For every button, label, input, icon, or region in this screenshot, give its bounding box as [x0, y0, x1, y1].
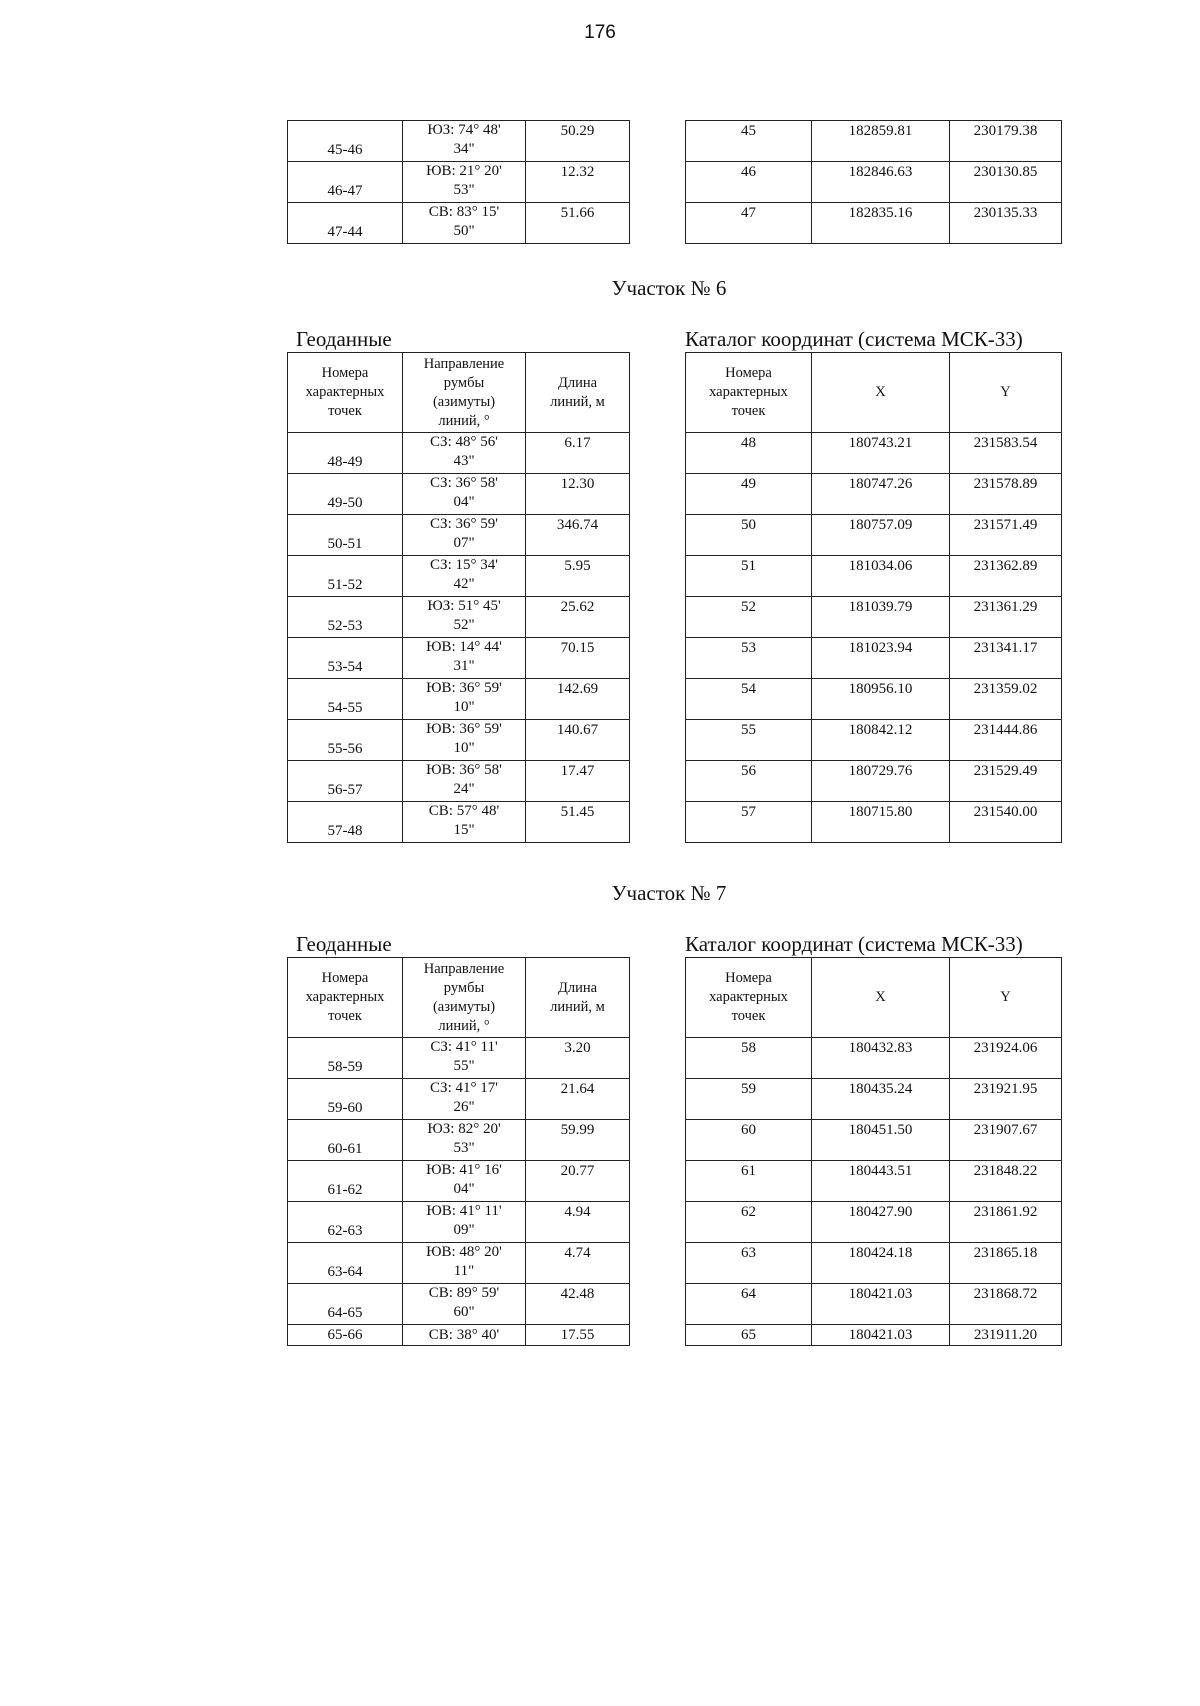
table-row: [686, 1243, 1062, 1284]
line-length: 17.55: [526, 1325, 630, 1346]
direction-seconds: 31": [453, 658, 475, 674]
section-6-geodata-table: [287, 352, 630, 843]
table-row: [288, 556, 630, 597]
direction-degrees: ЮВ: 41° 11': [426, 1203, 502, 1219]
table-row: [686, 515, 1062, 556]
direction-seconds: 53": [453, 182, 475, 198]
direction-degrees: ЮВ: 36° 59': [426, 721, 502, 737]
table-row: [686, 802, 1062, 843]
direction-cell: [403, 1161, 526, 1202]
direction-cell: [403, 720, 526, 761]
coord-y: 230135.33: [950, 203, 1062, 244]
direction-cell: [403, 1243, 526, 1284]
point-pair: 47-44: [288, 203, 403, 244]
table-row: [686, 556, 1062, 597]
header-row: [686, 353, 1062, 433]
table-row: [288, 515, 630, 556]
point-number: 53: [686, 638, 812, 679]
table-row: [686, 597, 1062, 638]
direction-degrees: ЮВ: 36° 58': [426, 762, 502, 778]
header-points-line: характерных: [305, 989, 385, 1005]
table-row: [288, 761, 630, 802]
direction-seconds: 07": [453, 535, 475, 551]
line-length: 346.74: [526, 515, 630, 556]
point-number: 65: [686, 1325, 812, 1346]
point-number: 50: [686, 515, 812, 556]
point-number: 46: [686, 162, 812, 203]
table-row: [288, 597, 630, 638]
header-points-line: характерных: [709, 989, 788, 1005]
table-row: [288, 720, 630, 761]
direction-cell: [403, 1202, 526, 1243]
coord-x: 180432.83: [812, 1038, 950, 1079]
point-pair: 46-47: [288, 162, 403, 203]
coord-y: 231865.18: [950, 1243, 1062, 1284]
header-points-line: Номера: [725, 365, 772, 381]
direction-degrees: СЗ: 15° 34': [430, 557, 498, 573]
header-points-line: характерных: [305, 384, 385, 400]
direction-degrees: ЮЗ: 82° 20': [427, 1121, 501, 1137]
coord-x: 180715.80: [812, 802, 950, 843]
coord-y: 231583.54: [950, 433, 1062, 474]
point-pair: 45-46: [288, 121, 403, 162]
point-pair: 63-64: [288, 1243, 403, 1284]
coord-y: 231907.67: [950, 1120, 1062, 1161]
table-row: [686, 720, 1062, 761]
line-length: 21.64: [526, 1079, 630, 1120]
point-pair: 48-49: [288, 433, 403, 474]
point-pair: 60-61: [288, 1120, 403, 1161]
line-length: 4.74: [526, 1243, 630, 1284]
section-6-catalog-caption: Каталог координат (система МСК-33): [685, 327, 1023, 351]
coord-x: 181039.79: [812, 597, 950, 638]
point-pair: 53-54: [288, 638, 403, 679]
table-row: [288, 1120, 630, 1161]
line-length: 70.15: [526, 638, 630, 679]
top-geodata-table: [287, 120, 630, 244]
direction-degrees: СЗ: 41° 17': [430, 1080, 498, 1096]
header-x: X: [812, 958, 950, 1038]
point-number: 58: [686, 1038, 812, 1079]
header-points: [288, 958, 403, 1038]
direction-degrees: ЮВ: 41° 16': [426, 1162, 502, 1178]
table-row: [686, 1038, 1062, 1079]
coord-y: 231868.72: [950, 1284, 1062, 1325]
point-number: 55: [686, 720, 812, 761]
point-number: 54: [686, 679, 812, 720]
header-direction-line: Направление: [423, 960, 505, 977]
coord-y: 231861.92: [950, 1202, 1062, 1243]
point-pair: 56-57: [288, 761, 403, 802]
coord-x: 182835.16: [812, 203, 950, 244]
section-6-coordinates-table: [685, 352, 1062, 843]
point-pair: 59-60: [288, 1079, 403, 1120]
coord-x: 182846.63: [812, 162, 950, 203]
line-length: 12.32: [526, 162, 630, 203]
table-row-last: [288, 1325, 630, 1346]
line-length: 12.30: [526, 474, 630, 515]
header-direction: [403, 958, 526, 1038]
direction-cell: [403, 515, 526, 556]
table-row: [686, 433, 1062, 474]
coord-x: 180757.09: [812, 515, 950, 556]
direction-cell: [403, 474, 526, 515]
table-row: [686, 1120, 1062, 1161]
coord-y: 231924.06: [950, 1038, 1062, 1079]
table-row: [288, 1284, 630, 1325]
direction-cell: [403, 1284, 526, 1325]
header-length-line: Длина: [557, 374, 598, 391]
table-row: [288, 1202, 630, 1243]
direction-cell: [403, 802, 526, 843]
point-pair: 49-50: [288, 474, 403, 515]
table-row: [288, 1079, 630, 1120]
coord-x: 182859.81: [812, 121, 950, 162]
direction-seconds: 52": [453, 617, 475, 633]
line-length: 59.99: [526, 1120, 630, 1161]
coord-x: 180743.21: [812, 433, 950, 474]
point-pair: 57-48: [288, 802, 403, 843]
coord-x: 180421.03: [812, 1325, 950, 1346]
coord-x: 180435.24: [812, 1079, 950, 1120]
coord-y: 231911.20: [950, 1325, 1062, 1346]
header-row: [288, 353, 630, 433]
line-length: 3.20: [526, 1038, 630, 1079]
page-number: 176: [584, 22, 616, 43]
line-length: 20.77: [526, 1161, 630, 1202]
point-number: 63: [686, 1243, 812, 1284]
coord-x: 180956.10: [812, 679, 950, 720]
table-row: [686, 203, 1062, 244]
line-length: 5.95: [526, 556, 630, 597]
section-6-title: Участок № 6: [611, 276, 727, 300]
direction-cell: [403, 761, 526, 802]
coord-x: 180427.90: [812, 1202, 950, 1243]
point-pair: 51-52: [288, 556, 403, 597]
point-pair: 58-59: [288, 1038, 403, 1079]
direction-cell: [403, 1038, 526, 1079]
direction-degrees: СВ: 38° 40': [403, 1325, 526, 1346]
coord-y: 231848.22: [950, 1161, 1062, 1202]
line-length: 6.17: [526, 433, 630, 474]
line-length: 4.94: [526, 1202, 630, 1243]
header-points: [288, 353, 403, 433]
direction-cell: [403, 162, 526, 203]
line-length: 51.45: [526, 802, 630, 843]
table-row: [288, 1161, 630, 1202]
point-pair: 64-65: [288, 1284, 403, 1325]
point-number: 62: [686, 1202, 812, 1243]
coord-x: 180729.76: [812, 761, 950, 802]
coord-x: 180451.50: [812, 1120, 950, 1161]
direction-seconds: 34": [453, 141, 475, 157]
point-number: 48: [686, 433, 812, 474]
header-points: [686, 353, 812, 433]
header-points-line: характерных: [709, 384, 788, 400]
coord-y: 231540.00: [950, 802, 1062, 843]
section-7-geodata-table: [287, 957, 630, 1346]
direction-degrees: СЗ: 36° 58': [430, 475, 498, 491]
direction-cell: [403, 679, 526, 720]
header-row: [686, 958, 1062, 1038]
coord-y: 231444.86: [950, 720, 1062, 761]
table-row: [288, 1243, 630, 1284]
header-length-line: Длина: [557, 979, 598, 996]
table-row: [686, 1161, 1062, 1202]
coord-x: 180443.51: [812, 1161, 950, 1202]
header-points-line: точек: [328, 1008, 362, 1024]
direction-seconds: 09": [453, 1222, 475, 1238]
coord-y: 231362.89: [950, 556, 1062, 597]
coord-x: 180842.12: [812, 720, 950, 761]
table-row: [686, 761, 1062, 802]
section-6-geodata-caption: Геоданные: [296, 327, 392, 351]
header-points-line: точек: [328, 403, 362, 419]
section-7-catalog-caption: Каталог координат (система МСК-33): [685, 932, 1023, 956]
coord-x: 180424.18: [812, 1243, 950, 1284]
line-length: 25.62: [526, 597, 630, 638]
direction-cell: [403, 433, 526, 474]
coord-x: 180421.03: [812, 1284, 950, 1325]
header-points-line: Номера: [321, 970, 369, 986]
coord-y: 231361.29: [950, 597, 1062, 638]
header-direction-line: (азимуты): [432, 393, 496, 410]
direction-seconds: 04": [453, 1181, 475, 1197]
coord-x: 181023.94: [812, 638, 950, 679]
direction-seconds: 60": [453, 1304, 475, 1320]
header-points-line: точек: [731, 403, 766, 419]
table-row: [288, 802, 630, 843]
coord-y: 230130.85: [950, 162, 1062, 203]
line-length: 142.69: [526, 679, 630, 720]
header-points-line: Номера: [321, 365, 369, 381]
point-pair: 55-56: [288, 720, 403, 761]
point-pair: 52-53: [288, 597, 403, 638]
table-row: [288, 162, 630, 203]
direction-seconds: 50": [453, 223, 475, 239]
table-row: [686, 162, 1062, 203]
header-direction-line: Направление: [423, 355, 505, 372]
table-row: [288, 679, 630, 720]
point-number: 56: [686, 761, 812, 802]
header-direction: [403, 353, 526, 433]
direction-seconds: 53": [453, 1140, 475, 1156]
header-direction-line: румбы: [443, 374, 485, 391]
coord-y: 230179.38: [950, 121, 1062, 162]
direction-cell: [403, 1079, 526, 1120]
line-length: 42.48: [526, 1284, 630, 1325]
table-row: [288, 121, 630, 162]
coord-y: 231578.89: [950, 474, 1062, 515]
direction-cell: [403, 556, 526, 597]
direction-cell: [403, 121, 526, 162]
section-7-coordinates-table: [685, 957, 1062, 1346]
direction-degrees: СЗ: 41° 11': [430, 1039, 498, 1055]
direction-degrees: ЮВ: 21° 20': [426, 163, 502, 179]
direction-cell: [403, 203, 526, 244]
table-row: [686, 1202, 1062, 1243]
table-row: [288, 203, 630, 244]
direction-seconds: 10": [453, 699, 475, 715]
direction-seconds: 55": [453, 1058, 475, 1074]
line-length: 50.29: [526, 121, 630, 162]
direction-degrees: ЮВ: 48° 20': [426, 1244, 502, 1260]
line-length: 51.66: [526, 203, 630, 244]
direction-degrees: СВ: 57° 48': [428, 803, 500, 819]
line-length: 140.67: [526, 720, 630, 761]
table-row-last: [686, 1325, 1062, 1346]
point-pair: 50-51: [288, 515, 403, 556]
table-row: [686, 474, 1062, 515]
direction-degrees: ЮЗ: 74° 48': [427, 122, 501, 138]
direction-degrees: СВ: 89° 59': [428, 1285, 500, 1301]
coord-y: 231359.02: [950, 679, 1062, 720]
header-points-line: точек: [731, 1008, 766, 1024]
point-number: 57: [686, 802, 812, 843]
point-number: 52: [686, 597, 812, 638]
point-number: 61: [686, 1161, 812, 1202]
header-length: [526, 353, 630, 433]
table-row: [686, 1079, 1062, 1120]
table-row: [686, 1284, 1062, 1325]
direction-seconds: 15": [453, 822, 475, 838]
point-number: 64: [686, 1284, 812, 1325]
coord-x: 181034.06: [812, 556, 950, 597]
table-row: [686, 121, 1062, 162]
point-number: 59: [686, 1079, 812, 1120]
point-pair: 65-66: [288, 1325, 403, 1346]
header-length-line: линий, м: [550, 998, 605, 1015]
direction-cell: [403, 638, 526, 679]
section-7-title: Участок № 7: [611, 881, 727, 905]
header-direction-line: (азимуты): [432, 998, 496, 1015]
direction-seconds: 04": [453, 494, 475, 510]
header-x: X: [812, 353, 950, 433]
section-7-geodata-caption: Геоданные: [296, 932, 392, 956]
header-direction-line: линий, °: [438, 1017, 490, 1034]
direction-seconds: 26": [453, 1099, 475, 1115]
direction-degrees: СЗ: 36° 59': [430, 516, 498, 532]
header-length-line: линий, м: [550, 393, 605, 410]
header-points-line: Номера: [725, 970, 772, 986]
point-pair: 61-62: [288, 1161, 403, 1202]
header-row: [288, 958, 630, 1038]
coord-y: 231529.49: [950, 761, 1062, 802]
point-number: 60: [686, 1120, 812, 1161]
direction-degrees: ЮЗ: 51° 45': [427, 598, 501, 614]
header-y: Y: [950, 958, 1062, 1038]
point-number: 47: [686, 203, 812, 244]
coord-y: 231341.17: [950, 638, 1062, 679]
direction-seconds: 10": [453, 740, 475, 756]
header-length: [526, 958, 630, 1038]
direction-degrees: СВ: 83° 15': [428, 204, 500, 220]
table-row: [288, 638, 630, 679]
point-pair: 54-55: [288, 679, 403, 720]
header-y: Y: [950, 353, 1062, 433]
table-row: [288, 433, 630, 474]
direction-cell: [403, 597, 526, 638]
point-number: 49: [686, 474, 812, 515]
direction-degrees: ЮВ: 14° 44': [426, 639, 502, 655]
header-direction-line: румбы: [443, 979, 485, 996]
point-number: 51: [686, 556, 812, 597]
direction-seconds: 42": [453, 576, 475, 592]
header-direction-line: линий, °: [438, 412, 490, 429]
direction-degrees: ЮВ: 36° 59': [426, 680, 502, 696]
direction-cell: [403, 1120, 526, 1161]
point-pair: 62-63: [288, 1202, 403, 1243]
coord-y: 231921.95: [950, 1079, 1062, 1120]
table-row: [288, 474, 630, 515]
direction-seconds: 43": [453, 453, 475, 469]
direction-degrees: СЗ: 48° 56': [430, 434, 498, 450]
coord-x: 180747.26: [812, 474, 950, 515]
table-row: [686, 679, 1062, 720]
top-coordinates-table: [685, 120, 1062, 244]
coord-y: 231571.49: [950, 515, 1062, 556]
table-row: [686, 638, 1062, 679]
line-length: 17.47: [526, 761, 630, 802]
direction-seconds: 24": [453, 781, 475, 797]
point-number: 45: [686, 121, 812, 162]
direction-seconds: 11": [453, 1263, 475, 1279]
table-row: [288, 1038, 630, 1079]
header-points: [686, 958, 812, 1038]
